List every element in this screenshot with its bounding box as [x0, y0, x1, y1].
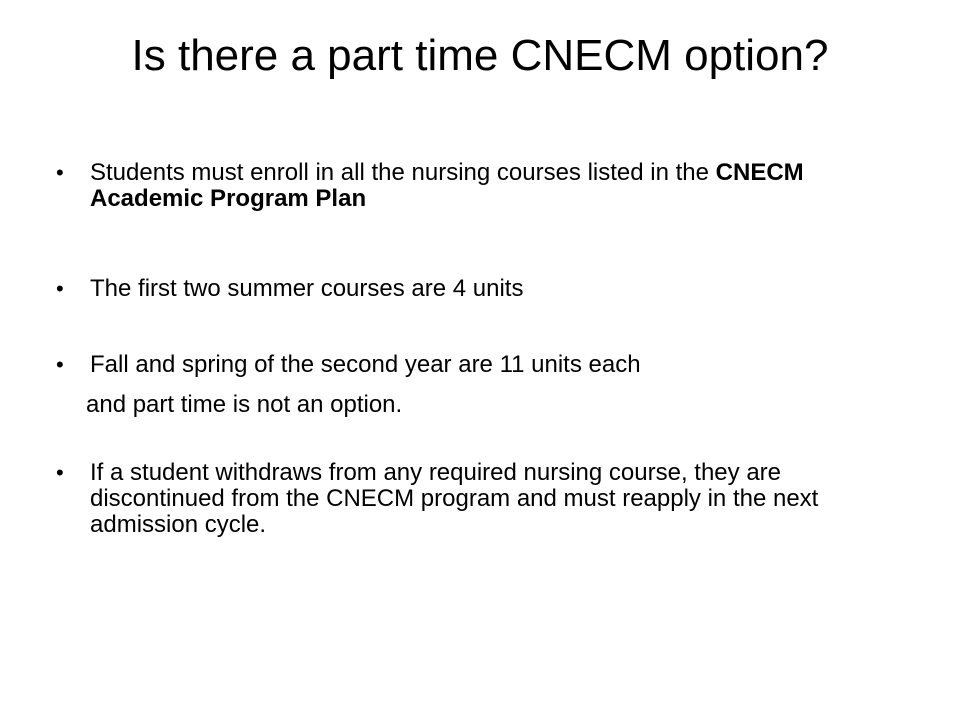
- bullet-dot-icon: •: [56, 352, 64, 377]
- bullet-text-bold: CNECM Academic Program Plan: [90, 159, 804, 212]
- bullet-text: The first two summer courses are 4 units: [90, 275, 524, 302]
- bullet-text: Students must enroll in all the nursing courses listed in the: [90, 159, 716, 186]
- bullet-dot-icon: •: [56, 160, 64, 185]
- bullet-continuation-text: and part time is not an option.: [86, 391, 403, 418]
- bullet-dot-icon: •: [56, 276, 64, 301]
- bullet-item-enroll: [48, 160, 908, 212]
- slide-title: Is there a part time CNECM option?: [131, 31, 829, 80]
- bullet-item-summer-units: [48, 276, 908, 302]
- bullet-text: If a student withdraws from any required nursing course, they are discontinued from the CNECM program and must reapply in the next admission cycle.: [90, 459, 819, 538]
- bullet-list: [48, 160, 908, 538]
- bullet-text: Fall and spring of the second year are 11 units each: [90, 351, 641, 378]
- bullet-item-fall-spring: [48, 352, 908, 420]
- bullet-item-withdraw: [48, 460, 908, 538]
- bullet-dot-icon: •: [56, 460, 64, 485]
